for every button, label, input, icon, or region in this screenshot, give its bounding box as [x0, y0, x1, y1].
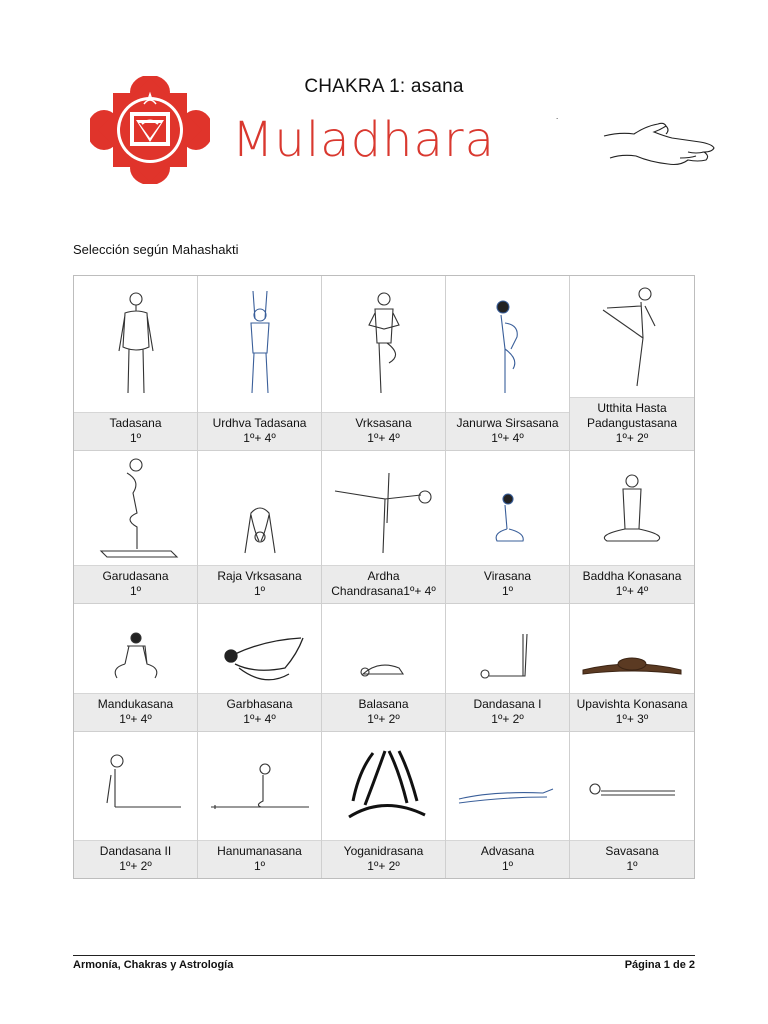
womb-pose-icon: [205, 604, 315, 693]
legs-up-pose-icon: [453, 604, 563, 693]
bound-angle-pose-icon: [577, 453, 687, 563]
asana-name: Utthita Hasta Padangustasana: [586, 401, 678, 430]
asana-cell: [446, 451, 570, 604]
asana-cell: [198, 732, 322, 878]
asana-cell: [446, 276, 570, 451]
asana-level: 1º+ 2º: [367, 859, 400, 873]
asana-cell: [198, 276, 322, 451]
asana-level: 1º+ 4º: [491, 431, 524, 445]
muladhara-lotus-icon: [90, 76, 210, 184]
footer-divider: [73, 955, 695, 956]
asana-level: 1º: [626, 859, 638, 873]
asana-name: Janurwa Sirsasana: [456, 416, 559, 430]
asana-cell: [74, 732, 198, 878]
asana-name: Ardha Chandrasana1º+ 4º: [331, 569, 436, 598]
asana-level: 1º+ 4º: [367, 431, 400, 445]
asana-level: 1º+ 2º: [119, 859, 152, 873]
asana-cell: [322, 451, 446, 604]
extended-leg-pose-icon: [577, 282, 687, 392]
asana-name: Garudasana: [102, 569, 169, 583]
footer-title: Armonía, Chakras y Astrología: [73, 959, 234, 971]
asana-name: Urdhva Tadasana: [212, 416, 307, 430]
brand-name: Muladhara: [232, 112, 496, 168]
asana-level: 1º+ 2º: [367, 712, 400, 726]
splits-pose-icon: [205, 732, 315, 840]
asana-cell: [570, 276, 694, 451]
child-pose-icon: [329, 604, 439, 693]
asana-cell: [570, 604, 694, 732]
asana-cell: [322, 732, 446, 878]
wide-seated-pose-icon: [577, 604, 687, 693]
asana-name: Dandasana II: [99, 844, 172, 858]
asana-level: 1º: [501, 859, 514, 873]
yogic-sleep-pose-icon: [329, 732, 439, 840]
asana-grid: [73, 275, 695, 879]
asana-name: Balasana: [358, 697, 409, 711]
asana-cell: [198, 451, 322, 604]
asana-cell: [570, 732, 694, 878]
subtitle: Selección según Mahashakti: [73, 242, 239, 257]
asana-cell: [446, 604, 570, 732]
asana-name: Vrksasana: [355, 416, 412, 430]
asana-name: Mandukasana: [97, 697, 174, 711]
tiny-mark: .: [556, 112, 559, 121]
asana-level: 1º+ 4º: [615, 584, 649, 598]
asana-name: Baddha Konasana: [582, 569, 682, 583]
asana-cell: [74, 604, 198, 732]
asana-name: Advasana: [480, 844, 535, 858]
asana-name: Dandasana I: [473, 697, 542, 711]
asana-cell: [198, 604, 322, 732]
corpse-pose-icon: [577, 732, 687, 840]
asana-level: 1º+ 4º: [243, 431, 276, 445]
asana-level: 1º: [129, 431, 142, 445]
asana-name: Upavishta Konasana 1º+ 3º: [576, 697, 688, 726]
half-moon-pose-icon: [329, 453, 439, 563]
page-title: CHAKRA 1: asana: [304, 76, 464, 97]
asana-cell: [446, 732, 570, 878]
arms-up-pose-icon: [205, 289, 315, 399]
asana-level: 1º+ 2º: [491, 712, 524, 726]
frog-pose-icon: [81, 604, 191, 693]
asana-cell: [570, 451, 694, 604]
forward-bend-pose-icon: [205, 453, 315, 563]
asana-level: 1º: [501, 584, 514, 598]
asana-name: Raja Vrksasana: [217, 569, 302, 583]
asana-level: 1º+ 4º: [243, 712, 276, 726]
asana-cell: [322, 276, 446, 451]
standing-pose-icon: [81, 289, 191, 399]
eagle-pose-icon: [81, 453, 191, 563]
asana-level: 1º: [253, 584, 266, 598]
asana-name: Virasana: [483, 569, 532, 583]
knee-to-head-pose-icon: [453, 289, 563, 399]
prone-pose-icon: [453, 732, 563, 840]
asana-name: Hanumanasana: [217, 844, 302, 858]
asana-cell: [74, 276, 198, 451]
asana-name: Savasana: [605, 844, 659, 858]
asana-level: 1º+ 2º: [615, 431, 649, 445]
staff-pose-icon: [81, 732, 191, 840]
asana-level: 1º+ 4º: [119, 712, 152, 726]
mudra-hand-icon: [600, 112, 718, 174]
page-number: Página 1 de 2: [624, 959, 695, 971]
asana-name: Tadasana: [109, 416, 162, 430]
hero-pose-icon: [453, 453, 563, 563]
asana-level: 1º: [253, 859, 266, 873]
asana-level: 1º: [129, 584, 142, 598]
asana-name: Garbhasana: [226, 697, 293, 711]
asana-cell: [322, 604, 446, 732]
asana-name: Yoganidrasana: [343, 844, 424, 858]
tree-pose-icon: [329, 289, 439, 399]
asana-cell: [74, 451, 198, 604]
